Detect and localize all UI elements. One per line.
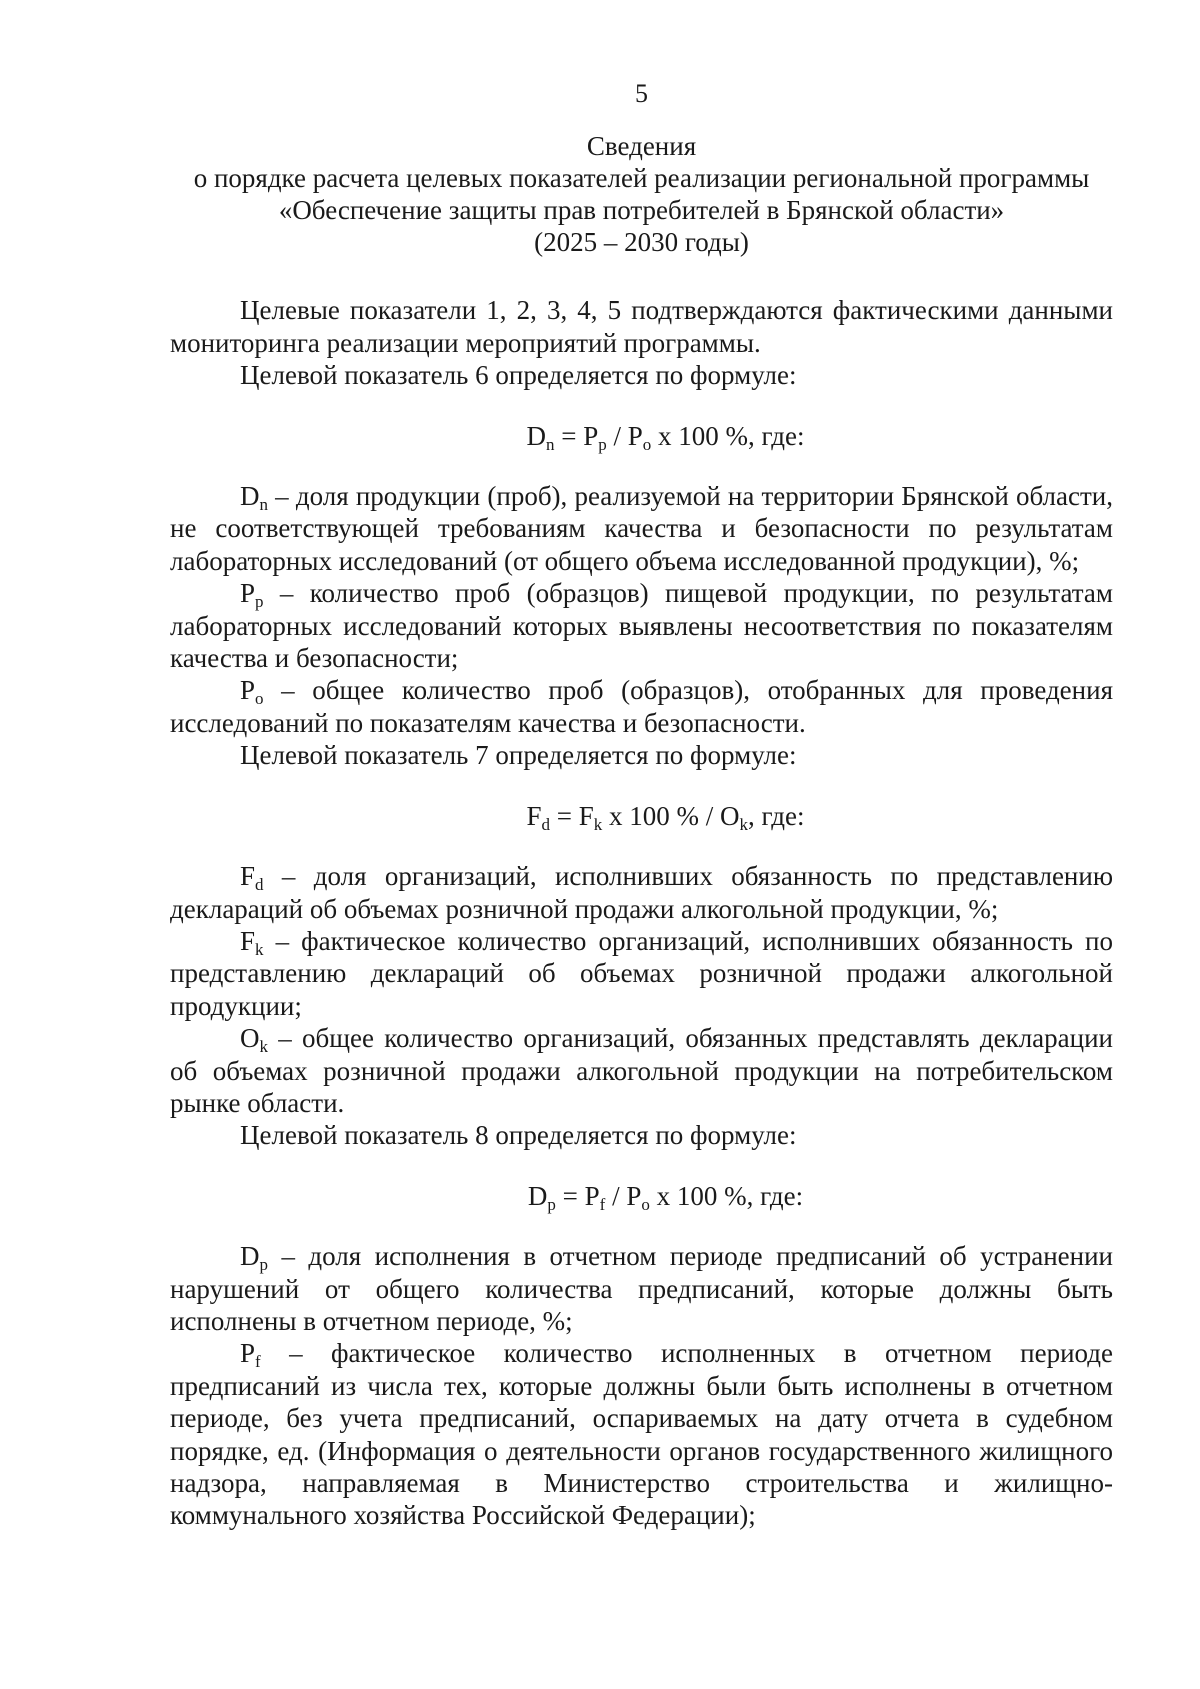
intro-section xyxy=(170,294,1113,391)
definition-ok: $O_k$ – общее количество организаций, обязанных представлять декларации об объемах розничной продажи алкогольной продукции на потребительском рынке области. xyxy=(170,1023,1113,1118)
heading-program-name: «Обеспечение защиты прав потребителей в Брянской области» xyxy=(278,195,1005,226)
paragraph-indicator-6-intro: Целевой показатель 6 определяется по формуле: xyxy=(240,360,797,391)
definition-pp: $P_p$ – количество проб (образцов) пищевой продукции, по результатам лабораторных исследований которых выявлены несоответствия по показателям качества и безопасности; xyxy=(170,578,1113,674)
definition-fk: $F_k$ – фактическое количество организаций, исполнивших обязанность по представлению деклараций об объемах розничной продажи алкогольной продукции; xyxy=(170,925,1113,1021)
definition-pf: $P_f$ – фактическое количество исполненных в отчетном периоде предписаний из числа тех, которые должны были быть исполнены в отчетном периоде, без учета предписаний, оспариваемых на дату отчета в судебном порядке, ед. (Информация о деятельности органов государственного жилищного надзора, направляемая в Министерство строительства и жилищно-коммунального хозяйства Российской Федерации); xyxy=(170,1338,1113,1531)
paragraph-indicator-8-intro: Целевой показатель 8 определяется по формуле: xyxy=(240,1120,797,1151)
heading-title: Сведения xyxy=(586,131,697,162)
document-heading xyxy=(170,130,1113,258)
definition-po: $P_o$ – общее количество проб (образцов), отобранных для проведения исследований по показателям качества и безопасности. xyxy=(170,675,1113,738)
paragraph-indicator-7-intro: Целевой показатель 7 определяется по формуле: xyxy=(240,740,797,771)
heading-subtitle: о порядке расчета целевых показателей реализации региональной программы xyxy=(193,163,1090,194)
definition-dp: $D_p$ – доля исполнения в отчетном периоде предписаний об устранении нарушений от общего количества предписаний, которые должны быть исполнены в отчетном периоде, %; xyxy=(170,1241,1113,1336)
formula-indicator-8: $D_p = P_f / P_o$ x 100 %, где: xyxy=(527,1180,804,1214)
formula-indicator-7: $F_d = F_k$ x 100 % / $O_k$, где: xyxy=(526,800,805,834)
formula-indicator-6: $D_n = P_p / P_o$ x 100 %, где: xyxy=(526,420,805,454)
definition-dn: $D_n$ – доля продукции (проб), реализуемой на территории Брянской области, не соответствующей требованиям качества и безопасности по результатам лабораторных исследований (от общего объема исследованной продукции), %; xyxy=(170,481,1113,576)
paragraph-indicators-1-5: Целевые показатели 1, 2, 3, 4, 5 подтверждаются фактическими данными мониторинга реализации мероприятий программы. xyxy=(170,295,1113,358)
definition-fd: $F_d$ – доля организаций, исполнивших обязанность по представлению деклараций об объемах розничной продажи алкогольной продукции, %; xyxy=(170,861,1113,924)
heading-years: (2025 – 2030 годы) xyxy=(534,227,749,258)
document-page xyxy=(170,78,1113,1532)
page-number: 5 xyxy=(635,79,648,108)
